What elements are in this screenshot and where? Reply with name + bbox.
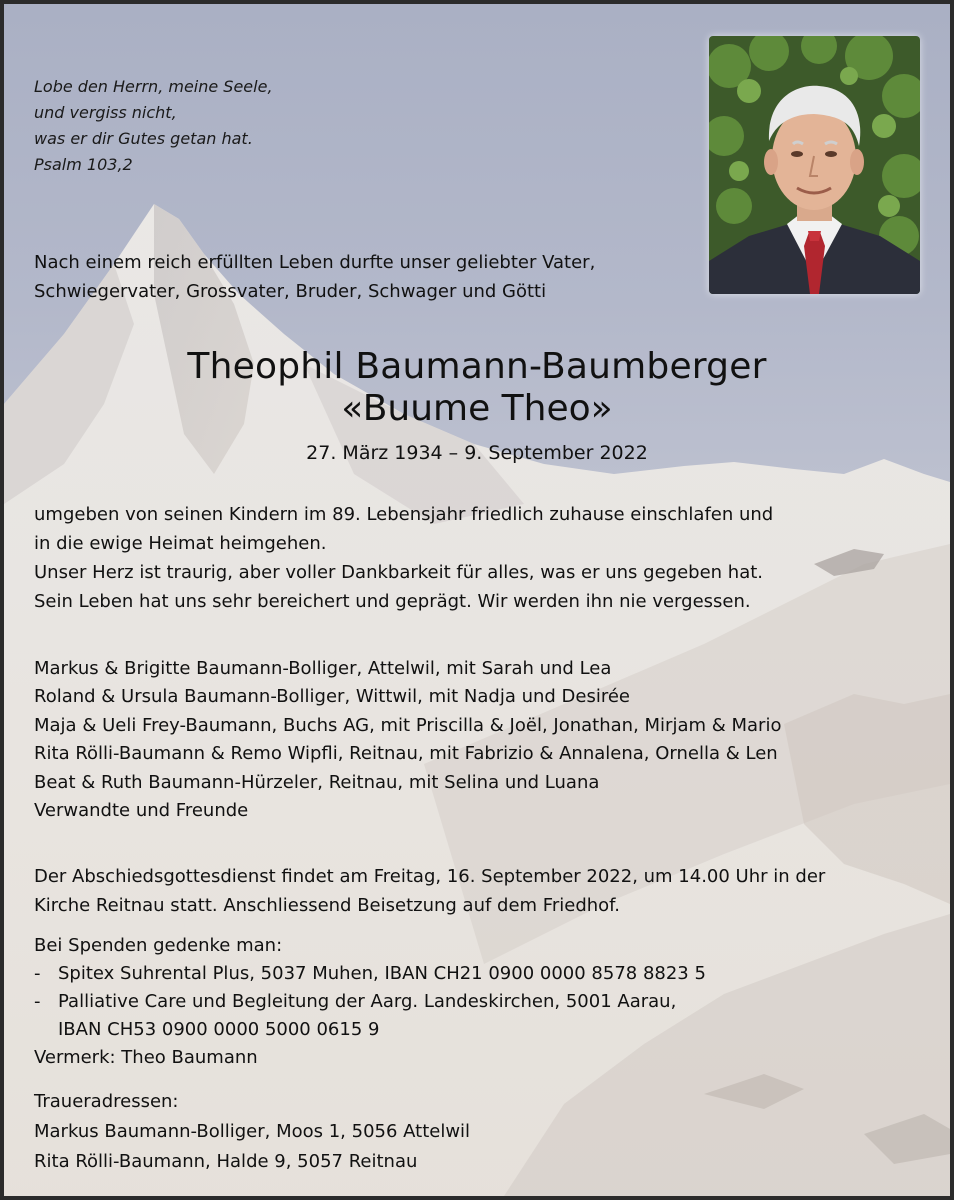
intro-line: Nach einem reich erfüllten Leben durfte unser geliebter Vater,	[34, 252, 596, 273]
donation-item	[34, 960, 706, 988]
psalm-quote	[34, 74, 273, 178]
list-item: Maja & Ueli Frey-Baumann, Buchs AG, mit Priscilla & Joël, Jonathan, Mirjam & Mario	[34, 714, 782, 736]
address-line: Markus Baumann-Bolliger, Moos 1, 5056 Attelwil	[34, 1121, 471, 1142]
deceased-nickname: «Buume Theo»	[341, 388, 613, 429]
message-line: in die ewige Heimat heimgehen.	[34, 533, 327, 554]
life-dates: 27. März 1934 – 9. September 2022	[306, 442, 648, 464]
mourning-addresses	[34, 1087, 470, 1177]
address-line: Rita Rölli-Baumann, Halde 9, 5057 Reitnau	[34, 1151, 418, 1172]
psalm-reference: Psalm 103,2	[34, 155, 133, 174]
donation-text: Spitex Suhrental Plus, 5037 Muhen, IBAN CH21 0900 0000 8578 8823 5	[58, 963, 706, 984]
bullet-dash: -	[34, 963, 41, 984]
deceased-name: Theophil Baumann-Baumberger	[187, 346, 767, 387]
bullet-dash: -	[34, 991, 41, 1012]
portrait-photo	[709, 36, 920, 294]
list-item: Roland & Ursula Baumann-Bolliger, Wittwil, mit Nadja und Desirée	[34, 686, 631, 708]
family-list	[34, 655, 781, 825]
message-text	[34, 500, 773, 616]
donation-text: Palliative Care und Begleitung der Aarg. Landeskirchen, 5001 Aarau,	[58, 991, 677, 1012]
list-item: Beat & Ruth Baumann-Hürzeler, Reitnau, mit Selina und Luana	[34, 771, 600, 793]
message-line: Sein Leben hat uns sehr bereichert und geprägt. Wir werden ihn nie vergessen.	[34, 591, 751, 612]
psalm-line: Lobe den Herrn, meine Seele,	[34, 77, 273, 96]
psalm-line: was er dir Gutes getan hat.	[34, 129, 253, 148]
deceased-heading	[4, 346, 950, 466]
donations-heading: Bei Spenden gedenke man:	[34, 935, 283, 956]
funeral-service-info	[34, 862, 825, 920]
donations-section	[34, 932, 706, 1072]
list-item: Rita Rölli-Baumann & Remo Wipfli, Reitnau, mit Fabrizio & Annalena, Ornella & Len	[34, 743, 778, 765]
donation-item	[34, 988, 706, 1016]
donation-iban: IBAN CH53 0900 0000 5000 0615 9	[58, 1019, 380, 1040]
addresses-heading: Traueradressen:	[34, 1091, 179, 1112]
donation-note: Vermerk: Theo Baumann	[34, 1047, 258, 1068]
message-line: Unser Herz ist traurig, aber voller Dankbarkeit für alles, was er uns gegeben hat.	[34, 562, 763, 583]
psalm-line: und vergiss nicht,	[34, 103, 177, 122]
service-line: Kirche Reitnau statt. Anschliessend Beisetzung auf dem Friedhof.	[34, 895, 620, 916]
intro-line: Schwiegervater, Grossvater, Bruder, Schwager und Götti	[34, 281, 547, 302]
list-item: Markus & Brigitte Baumann-Bolliger, Attelwil, mit Sarah und Lea	[34, 658, 612, 679]
message-line: umgeben von seinen Kindern im 89. Lebensjahr friedlich zuhause einschlafen und	[34, 504, 774, 525]
service-line: Der Abschiedsgottesdienst findet am Freitag, 16. September 2022, um 14.00 Uhr in der	[34, 866, 826, 887]
intro-text	[34, 248, 595, 306]
list-item: Verwandte und Freunde	[34, 800, 249, 822]
